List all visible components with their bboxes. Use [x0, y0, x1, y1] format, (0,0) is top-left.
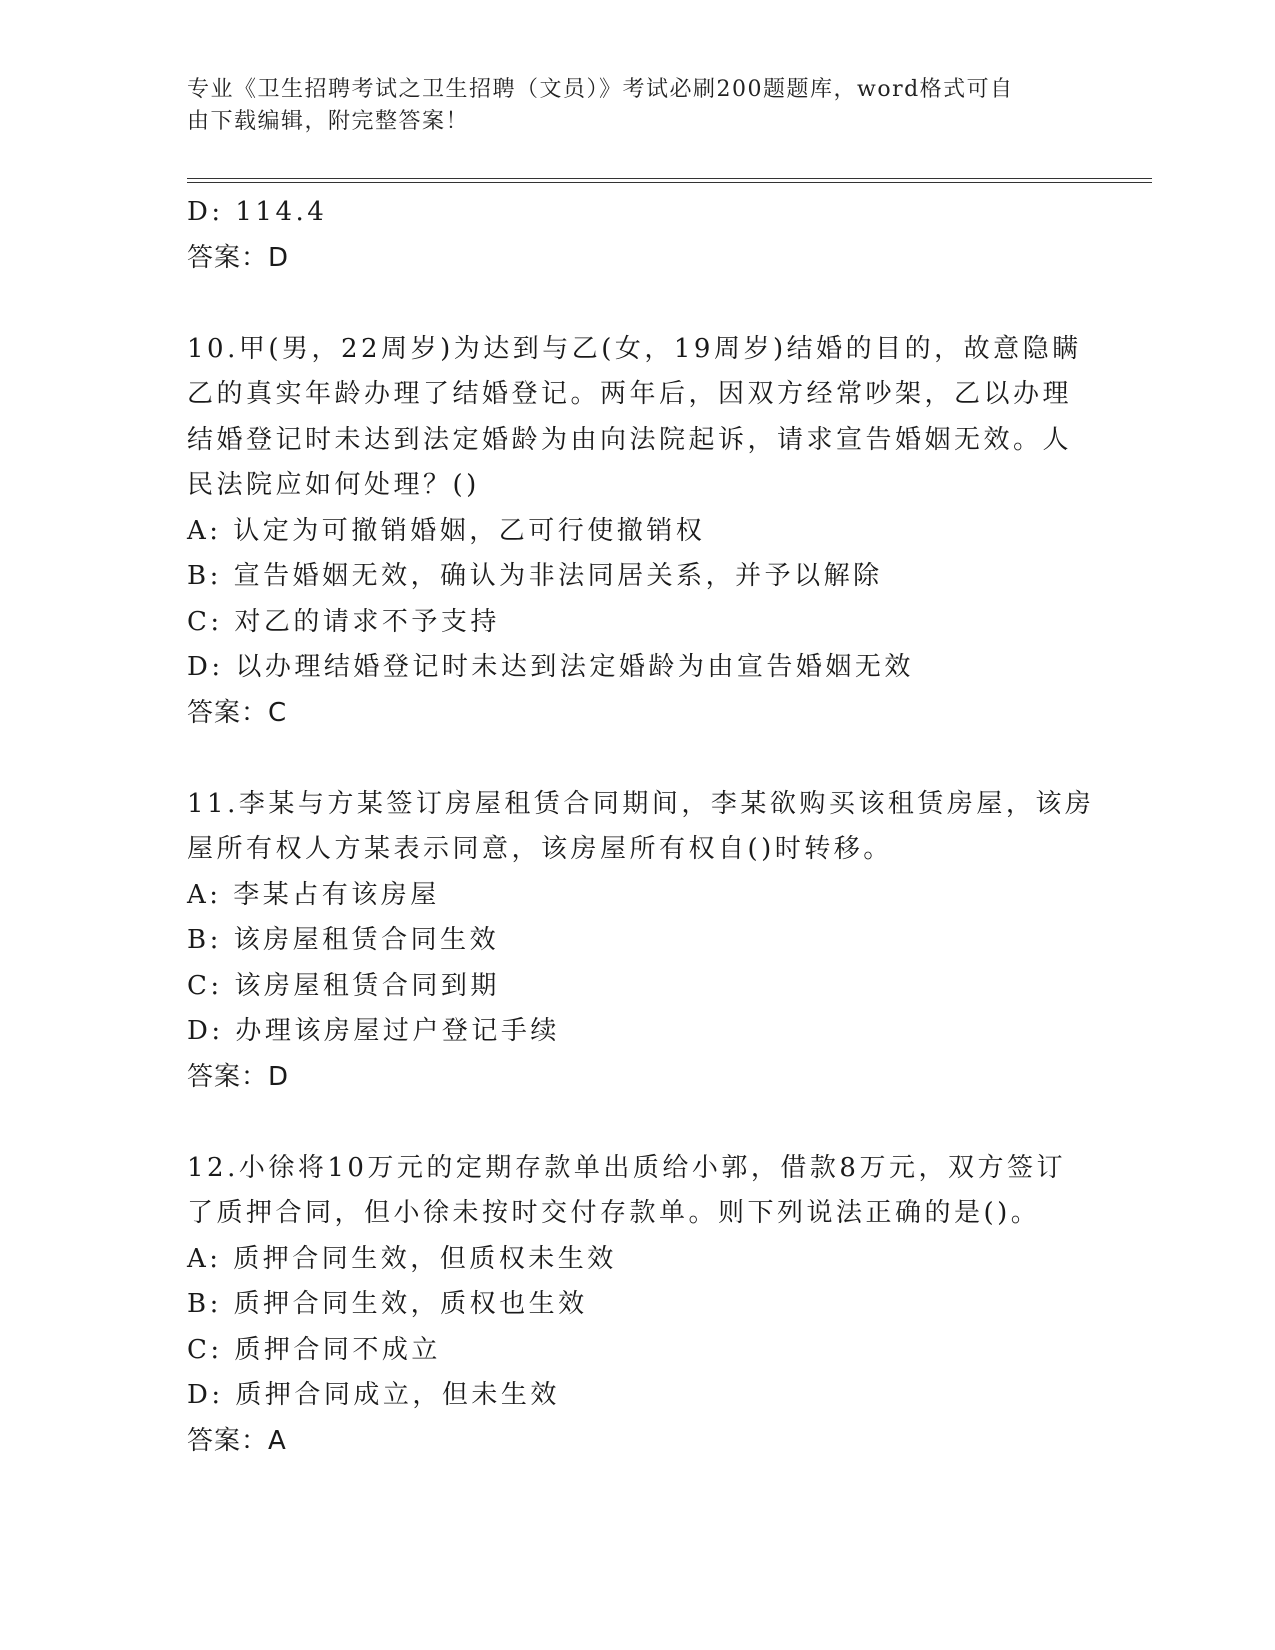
option-d: D: 114.4	[187, 197, 328, 227]
document-body	[187, 190, 1095, 1464]
option-c: C: 该房屋租赁合同到期	[187, 970, 500, 1001]
header-rule-top	[187, 178, 1152, 179]
answer-line: 答案：D	[187, 1061, 290, 1092]
carryover-block	[187, 190, 1087, 281]
question-text-line: 了质押合同，但小徐未按时交付存款单。则下列说法正确的是()。	[187, 1198, 1041, 1228]
option-b: B: 宣告婚姻无效，确认为非法同居关系，并予以解除	[187, 561, 883, 591]
header-line-2: 由下载编辑，附完整答案！	[187, 109, 470, 134]
option-a: A: 质押合同生效，但质权未生效	[187, 1243, 617, 1274]
option-a: A: 李某占有该房屋	[187, 879, 440, 910]
question-text-line: 10.甲(男，22周岁)为达到与乙(女，19周岁)结婚的目的，故意隐瞒	[187, 333, 1082, 364]
question-text-line: 11.李某与方某签订房屋租赁合同期间，李某欲购买该租赁房屋，该房	[187, 788, 1095, 819]
question-11	[187, 782, 1095, 1101]
option-c: C: 质押合同不成立	[187, 1334, 441, 1365]
question-12	[187, 1146, 1087, 1465]
question-text-line: 结婚登记时未达到法定婚龄为由向法院起诉，请求宣告婚姻无效。人	[187, 424, 1073, 455]
question-text-line: 乙的真实年龄办理了结婚登记。两年后，因双方经常吵架，乙以办理	[187, 379, 1073, 409]
header-rule-bottom	[187, 182, 1152, 183]
header-line-1: 专业《卫生招聘考试之卫生招聘（文员）》考试必刷200题题库，word格式可自	[187, 77, 1014, 102]
option-a: A: 认定为可撤销婚姻，乙可行使撤销权	[187, 515, 706, 546]
question-text-line: 屋所有权人方某表示同意，该房屋所有权自()时转移。	[187, 834, 893, 864]
answer-line: 答案：A	[187, 1425, 287, 1456]
question-text-line: 12.小徐将10万元的定期存款单出质给小郭，借款8万元，双方签订	[187, 1152, 1066, 1183]
option-b: B: 该房屋租赁合同生效	[187, 925, 500, 955]
option-d: D: 办理该房屋过户登记手续	[187, 1016, 560, 1046]
option-c: C: 对乙的请求不予支持	[187, 606, 500, 637]
option-d: D: 质押合同成立，但未生效	[187, 1380, 560, 1410]
page-header	[187, 74, 1067, 138]
question-text-line: 民法院应如何处理？()	[187, 470, 480, 500]
answer-line: 答案：D	[187, 242, 290, 273]
option-b: B: 质押合同生效，质权也生效	[187, 1289, 588, 1319]
question-10	[187, 327, 1087, 737]
answer-line: 答案：C	[187, 697, 288, 728]
option-d: D: 以办理结婚登记时未达到法定婚龄为由宣告婚姻无效	[187, 652, 914, 682]
